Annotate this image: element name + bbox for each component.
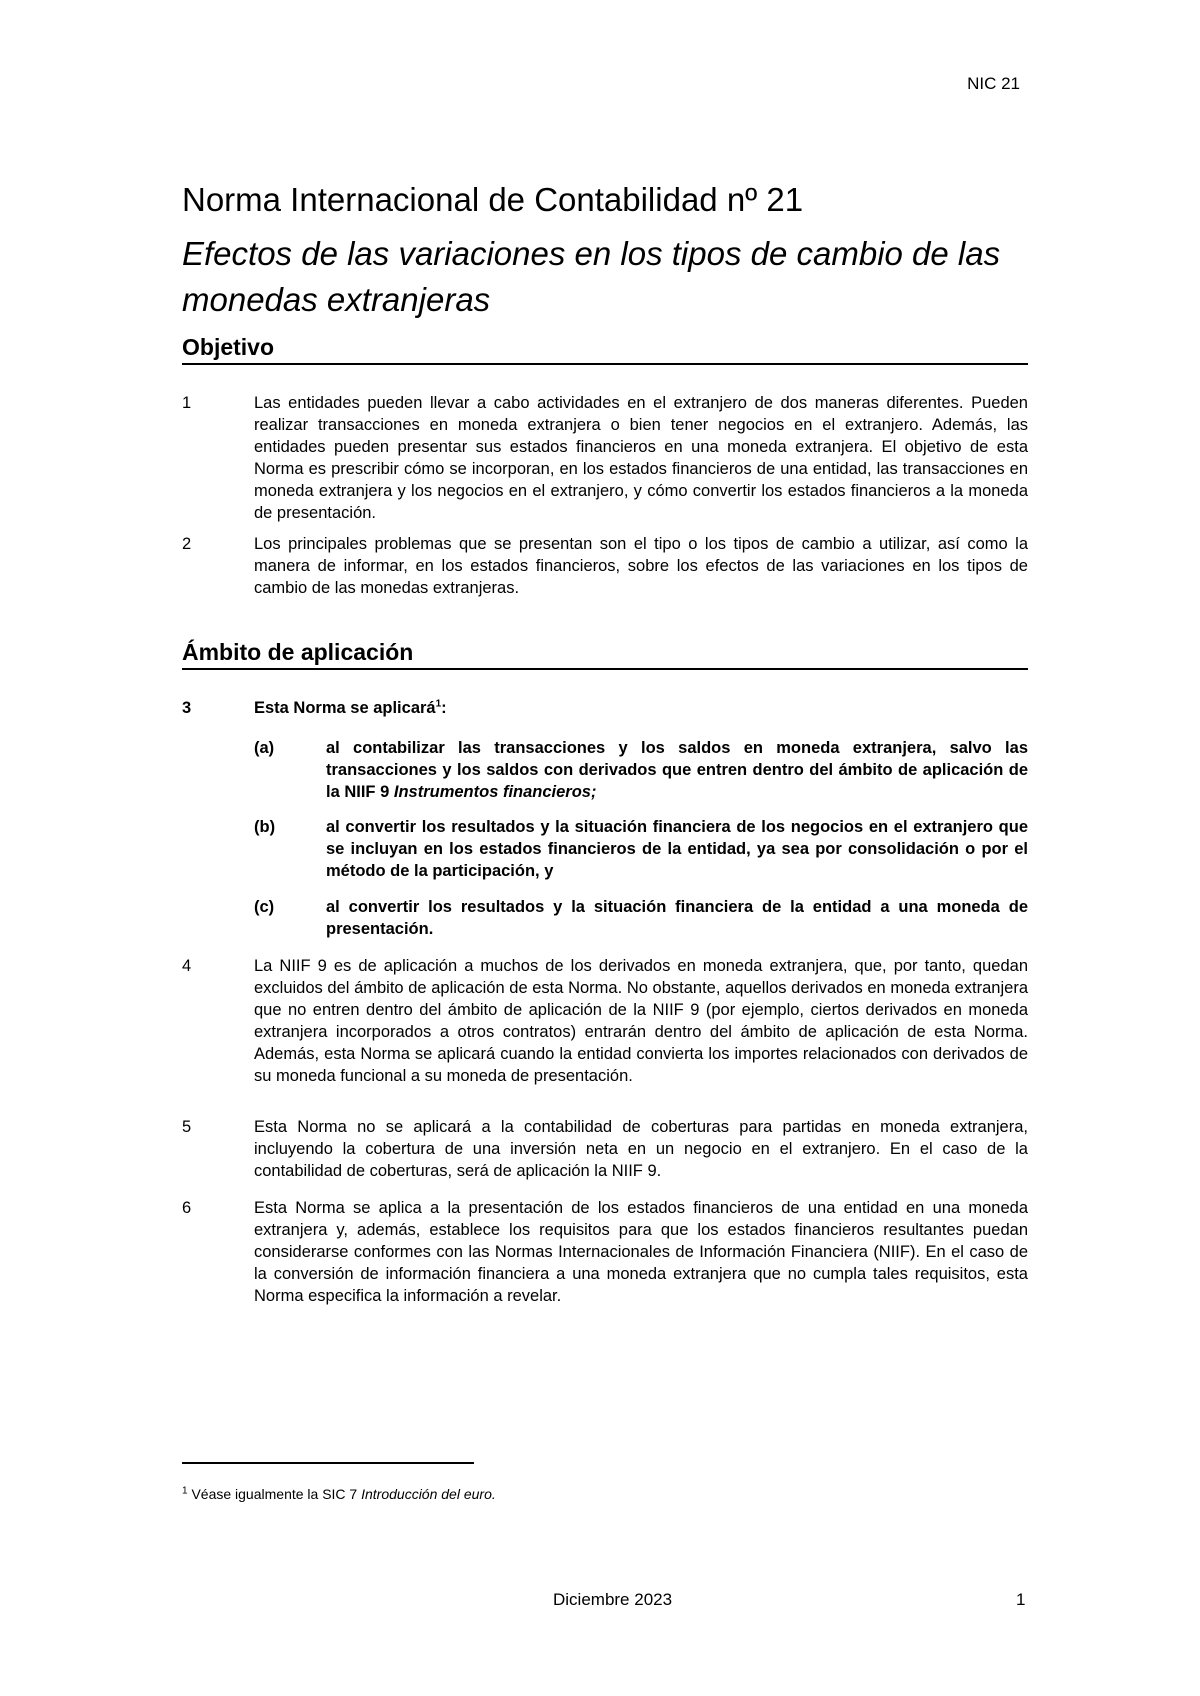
footnote-number: 1 <box>182 1485 188 1497</box>
paragraph-text: Esta Norma no se aplicará a la contabilidad de coberturas para partidas en moneda extranjera, incluyendo la cobertura de una inversión neta en un negocio en el extranjero. En el caso de la contabilidad de coberturas, será de aplicación la NIIF 9. <box>254 1118 1028 1180</box>
paragraph-text: Esta Norma se aplica a la presentación de los estados financieros de una entidad en una moneda extranjera y, además, establece los requisitos para que los estados financieros resultantes puedan considerarse conformes con las Normas Internacionales de Información Financiera (NIIF). En el caso de la conversión de información financiera a una moneda extranjera que no cumpla tales requisitos, esta Norma especifica la información a revelar. <box>254 1199 1028 1305</box>
paragraph-3-colon: : <box>441 699 447 717</box>
paragraph-number: 3 <box>182 699 192 717</box>
paragraph-6 <box>182 1197 1028 1307</box>
footnote <box>182 1485 496 1503</box>
footnote-reference[interactable]: 1 <box>435 698 442 710</box>
paragraph-5 <box>182 1116 1028 1182</box>
list-item-letter: (b) <box>254 818 276 836</box>
paragraph-3 <box>182 697 1028 719</box>
paragraph-number: 1 <box>182 394 192 412</box>
paragraph-number: 5 <box>182 1118 192 1136</box>
section-heading-objetivo: Objetivo <box>182 333 1028 365</box>
paragraph-text: La NIIF 9 es de aplicación a muchos de los derivados en moneda extranjera, que, por tanto, quedan excluidos del ámbito de aplicación de esta Norma. No obstante, aquellos derivados en moneda extranjera que no entren dentro del ámbito de aplicación de la NIIF 9 (por ejemplo, ciertos derivados en moneda extranjera incorporados a otros contratos) entrarán dentro del ámbito de aplicación de esta Norma. Además, esta Norma se aplicará cuando la entidad convierta los importes relacionados con derivados de su moneda funcional a su moneda de presentación. <box>254 957 1028 1085</box>
paragraph-3-text: Esta Norma se aplicará <box>254 699 436 717</box>
list-item-text: al convertir los resultados y la situación financiera de los negocios en el extranjero que se incluyan en los estados financieros de la entidad, ya sea por consolidación o por el método de la participación, y <box>326 818 1028 880</box>
list-item-a-italic: Instrumentos financieros; <box>393 783 597 801</box>
paragraph-number: 2 <box>182 535 192 553</box>
footnote-italic-title: Introducción del euro. <box>361 1486 496 1502</box>
paragraph-text: Los principales problemas que se presentan son el tipo o los tipos de cambio a utilizar, así como la manera de informar, en los estados financieros, sobre los efectos de las variaciones en los tipos de cambio de las monedas extranjeras. <box>254 535 1028 597</box>
footer-date: Diciembre 2023 <box>553 1590 673 1609</box>
paragraph-2 <box>182 533 1028 599</box>
paragraph-1 <box>182 392 1028 524</box>
document-title: Norma Internacional de Contabilidad nº 21 <box>182 181 804 218</box>
list-item-a <box>254 737 1028 803</box>
document-subtitle: Efectos de las variaciones en los tipos de cambio de las monedas extranjeras <box>182 235 1001 318</box>
list-item-letter: (c) <box>254 898 275 916</box>
list-item-text <box>326 737 1028 803</box>
footnote-text: Véase igualmente la SIC 7 <box>187 1486 362 1502</box>
paragraph-4 <box>182 955 1028 1087</box>
footnote-separator <box>182 1462 474 1464</box>
section-heading-ambito: Ámbito de aplicación <box>182 638 1028 670</box>
paragraph-text <box>254 697 1028 719</box>
list-item-text: al convertir los resultados y la situación financiera de la entidad a una moneda de presentación. <box>326 898 1028 938</box>
paragraph-number: 4 <box>182 957 192 975</box>
paragraph-text: Las entidades pueden llevar a cabo actividades en el extranjero de dos maneras diferentes. Pueden realizar transacciones en moneda extranjera o bien tener negocios en el extranjero. Además, las entidades pueden presentar sus estados financieros en una moneda extranjera. El objetivo de esta Norma es prescribir cómo se incorporan, en los estados financieros de una entidad, las transacciones en moneda extranjera y los negocios en el extranjero, y cómo convertir los estados financieros a la moneda de presentación. <box>254 394 1028 522</box>
header-standard-code: NIC 21 <box>967 74 1020 93</box>
list-item-letter: (a) <box>254 739 275 757</box>
page-number: 1 <box>1016 1590 1026 1609</box>
list-item-a-text: al contabilizar las transacciones y los saldos en moneda extranjera, salvo las transacciones y los saldos con derivados que entren dentro del ámbito de aplicación de la NIIF 9 <box>326 739 1028 801</box>
list-item-c <box>254 896 1028 940</box>
paragraph-number: 6 <box>182 1199 192 1217</box>
list-item-b <box>254 816 1028 882</box>
